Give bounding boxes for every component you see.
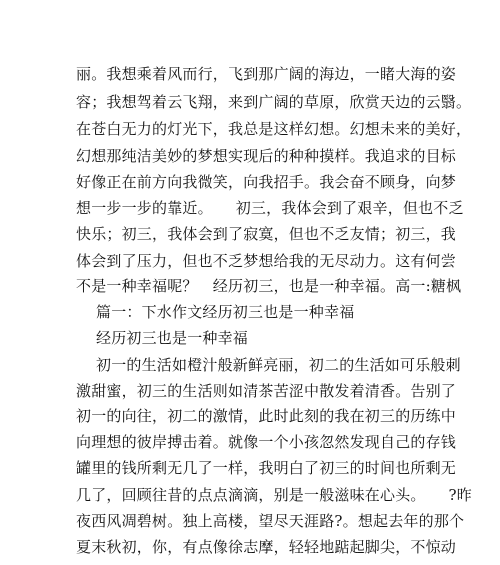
text-line: 初一的生活如橙汁般新鲜亮丽，初二的生活如可乐般刺: [96, 356, 461, 374]
text-line: 在苍白无力的灯光下，我总是这样幻想。幻想未来的美好，: [76, 120, 472, 138]
text-line: 想一步一步的靠近。 初三，我体会到了艰辛，但也不乏: [76, 199, 464, 217]
text-line: 容；我想驾着云飞翔，来到广阔的草原，欣赏天边的云翳。: [76, 93, 472, 111]
text-line: 罐里的钱所剩无几了一样，我明白了初三的时间也所剩无: [76, 459, 457, 477]
article-title: 经历初三也是一种幸福: [96, 329, 249, 347]
text-line: 不是一种幸福呢？ 经历初三，也是一种幸福。高一:糖枫: [76, 277, 462, 295]
text-line: 几了，回顾往昔的点点滴滴，别是一般滋味在心头。 ?昨: [76, 486, 472, 504]
text-line: 夜西风凋碧树。独上高楼，望尽天涯路?。想起去年的那个: [76, 512, 465, 530]
section-heading: 篇一：下水作文经历初三也是一种幸福: [96, 303, 355, 321]
text-line: 好像正在前方向我微笑，向我招手。我会奋不顾身，向梦: [76, 173, 457, 191]
text-line: 激甜蜜，初三的生活则如清茶苦涩中散发着清香。告别了: [76, 382, 457, 400]
text-line: 向理想的彼岸搏击着。就像一个小孩忽然发现自己的存钱: [76, 433, 457, 451]
text-line: 快乐；初三，我体会到了寂寞，但也不乏友情；初三，我: [76, 225, 457, 243]
text-line: 夏末秋初，你，有点像徐志摩，轻轻地踮起脚尖，不惊动: [76, 538, 457, 556]
text-line: 幻想那纯洁美妙的梦想实现后的种种摸样。我追求的目标: [76, 147, 457, 165]
text-line: 体会到了压力，但也不乏梦想给我的无尽动力。这有何尝: [76, 252, 457, 270]
text-line: 初一的向往，初二的激情，此时此刻的我在初三的历练中: [76, 407, 457, 425]
text-line: 丽。我想乘着风而行，飞到那广阔的海边，一睹大海的姿: [76, 65, 457, 83]
